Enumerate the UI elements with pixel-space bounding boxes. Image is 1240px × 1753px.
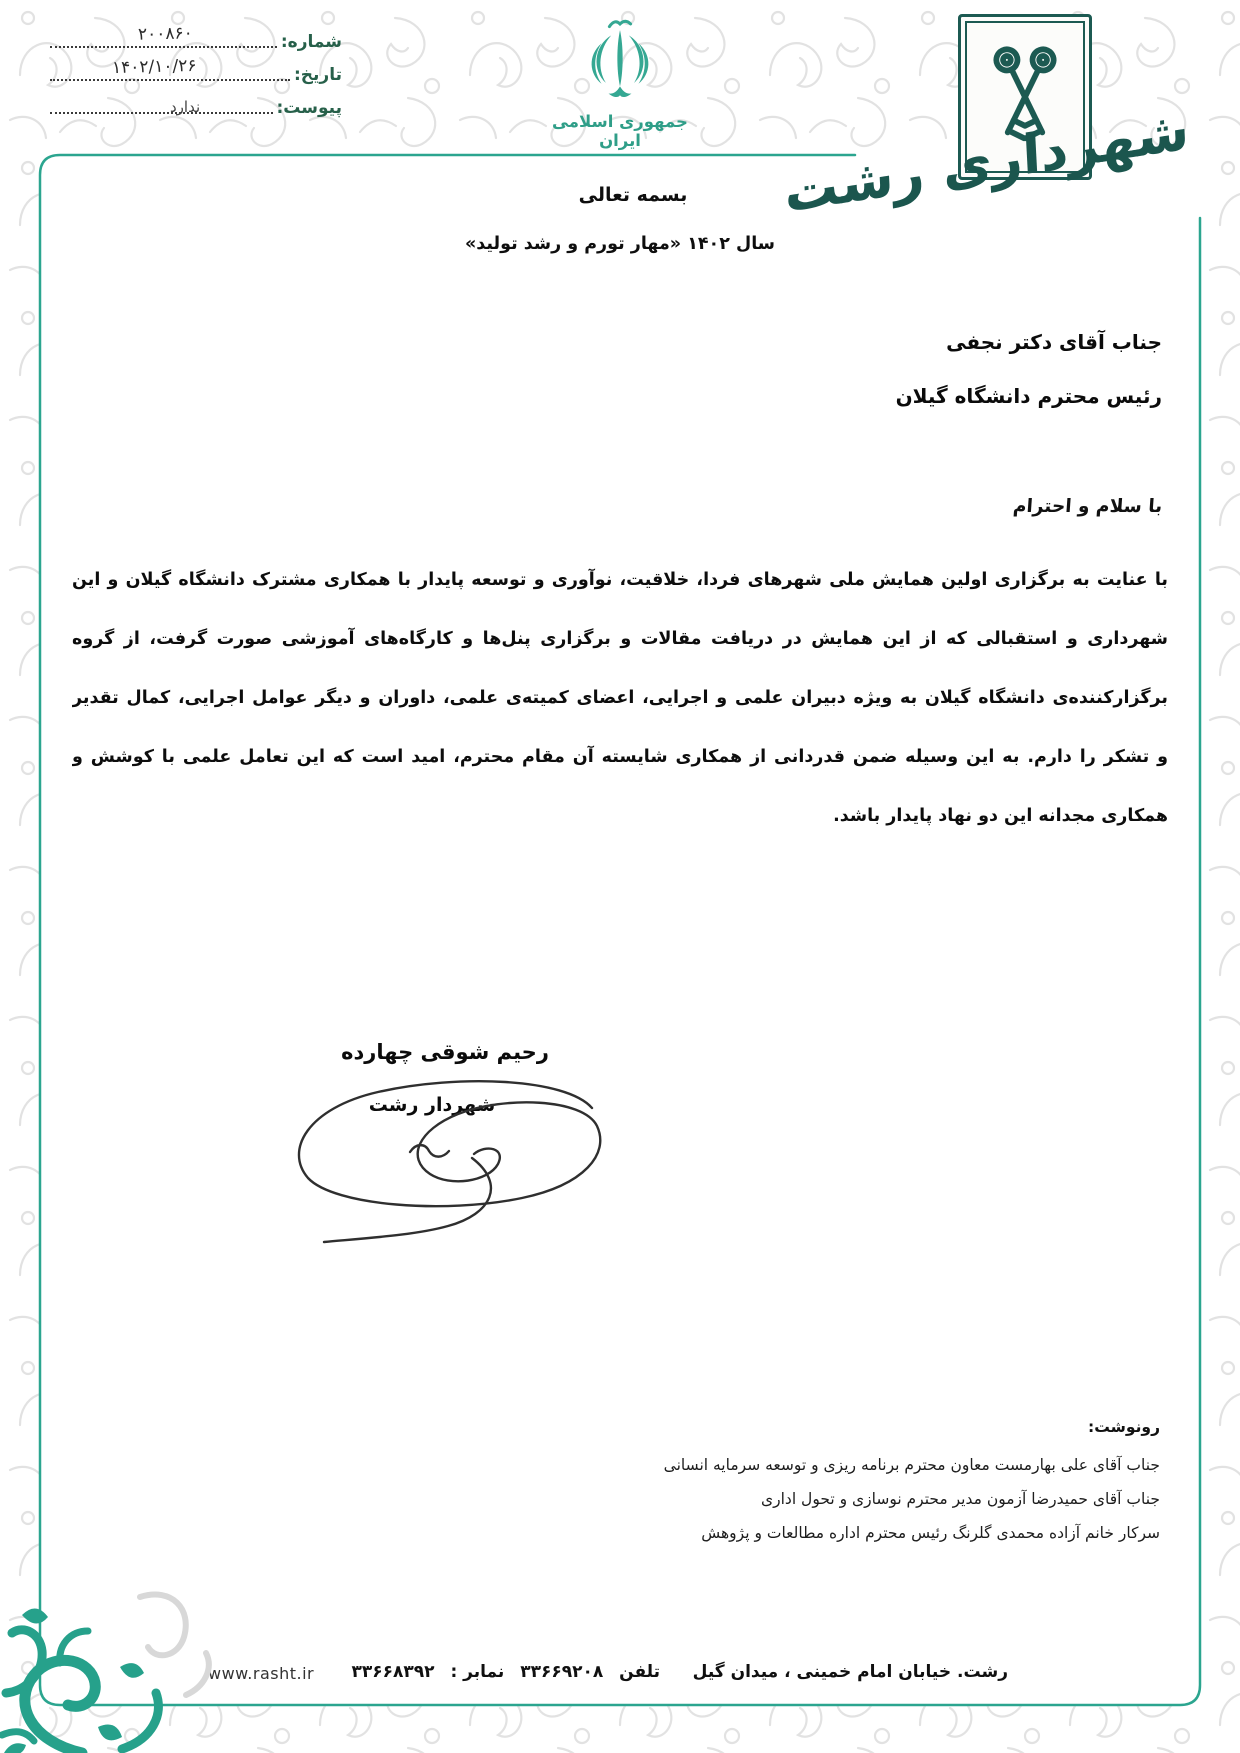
- dotted-line: [50, 112, 273, 114]
- body-line: همکاری مجدانه این دو نهاد پایدار باشد.: [833, 806, 1168, 826]
- field-attachment: [42, 86, 342, 119]
- dotted-line: [50, 79, 290, 81]
- body-line: برگزارکننده‌ی دانشگاه گیلان به ویژه دبیران علمی و اجرایی، اعضای کمیته‌ی علمی، داوران و دیگر عوامل اجرایی، کمال تقدیر: [72, 688, 1168, 708]
- municipality-logotype: شهرداری رشت: [782, 97, 1191, 226]
- body-line: و تشکر را دارم. به این وسیله ضمن قدردانی از همکاری شایسته آن مقام محترم، امید است که این تعامل علمی با کوشش و: [72, 747, 1168, 767]
- cc-item: سرکار خانم آزاده محمدی گلرنگ رئیس محترم اداره مطالعات و پژوهش: [701, 1524, 1160, 1542]
- allah-emblem-icon: [568, 16, 672, 104]
- signer-title: شهردار رشت: [368, 1094, 496, 1116]
- cc-block: [520, 1418, 1160, 1550]
- signer-name: رحیم شوقی چهارده: [341, 1040, 549, 1064]
- fax-number: ۳۳۶۶۸۳۹۲: [351, 1662, 435, 1682]
- field-number-value: ۲۰۰۸۶۰: [137, 23, 194, 45]
- footer-address: رشت. خیابان امام خمینی ، میدان گیل: [692, 1662, 1008, 1682]
- field-date-label: تاریخ:: [294, 65, 342, 85]
- recipient-name: جناب آقای دکتر نجفی: [946, 330, 1162, 354]
- footer-phone-fax: [342, 1662, 661, 1682]
- reference-fields: [42, 20, 342, 119]
- signature-scribble: [276, 1064, 624, 1250]
- field-number: [42, 20, 342, 53]
- phone-number: ۳۳۶۶۹۲۰۸: [520, 1662, 604, 1682]
- salutation-text: با سلام و احترام: [1012, 496, 1163, 517]
- footer-website: www.rasht.ir: [208, 1664, 315, 1683]
- corner-ornament-icon: [0, 1545, 215, 1753]
- field-date: [42, 53, 342, 86]
- field-attachment-label: پیوست:: [276, 98, 342, 118]
- phone-label: تلفن: [619, 1662, 660, 1682]
- national-emblem-block: [535, 16, 705, 150]
- field-number-label: شماره:: [280, 32, 342, 52]
- cc-heading: رونوشت:: [1088, 1418, 1160, 1436]
- year-slogan-text: سال ۱۴۰۲ «مهار تورم و رشد تولید»: [465, 234, 775, 254]
- field-date-value: ۱۴۰۲/۱۰/۲۶: [111, 55, 197, 79]
- cc-item: جناب آقای حمیدرضا آزمون مدیر محترم نوسازی و تحول اداری: [761, 1490, 1160, 1508]
- letter-body: [72, 552, 1168, 847]
- bismillah-text: بسمه تعالی: [578, 184, 688, 206]
- field-attachment-value: ندارد: [170, 98, 201, 116]
- fax-label: نمابر :: [450, 1662, 505, 1682]
- recipient-title: رئیس محترم دانشگاه گیلان: [895, 384, 1162, 408]
- cc-item: جناب آقای علی بهارمست معاون محترم برنامه ریزی و توسعه سرمایه انسانی: [663, 1456, 1160, 1474]
- body-line: با عنایت به برگزاری اولین همایش ملی شهرهای فردا، خلاقیت، نوآوری و توسعه پایدار با همکاری مشترک دانشگاه گیلان و این: [72, 570, 1168, 590]
- dotted-line: [50, 46, 277, 48]
- emblem-caption: جمهوری اسلامی ایران: [552, 112, 688, 150]
- body-line: شهرداری و استقبالی که از این همایش در دریافت مقالات و برگزاری پنل‌ها و کارگاه‌های آموزشی صورت گرفت، از گروه: [72, 629, 1168, 649]
